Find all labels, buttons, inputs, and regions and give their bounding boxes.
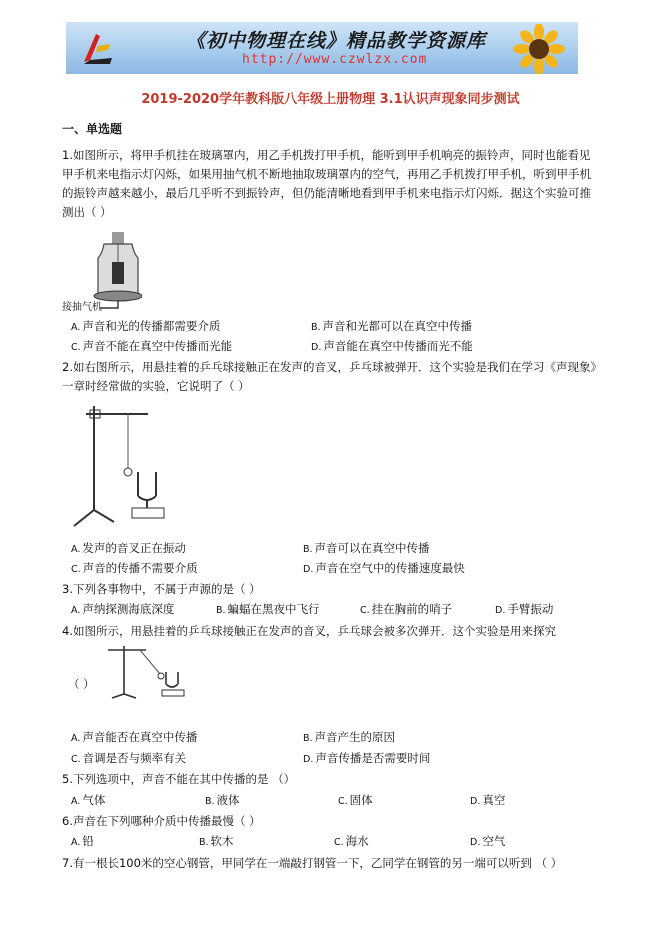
option-b: B. 蝙蝠在黑夜中飞行: [216, 602, 320, 616]
question-line: 7.有一根长100米的空心钢管，甲同学在一端敲打钢管一下，乙同学在钢管的另一端可以听到 （ ）: [62, 856, 563, 870]
question-blank: （ ）: [68, 677, 95, 691]
option-a: A. 气体: [71, 793, 106, 807]
option-a: A. 声音能否在真空中传播: [71, 730, 198, 744]
banner-title: 《初中物理在线》精品教学资源库: [186, 30, 487, 52]
figure-label: 接抽气机: [62, 302, 102, 313]
option-b: B. 声音产生的原因: [303, 730, 396, 744]
option-a: A. 声纳探测海底深度: [71, 602, 175, 616]
question-line: 1.如图所示，将甲手机挂在玻璃罩内，用乙手机拨打甲手机，能听到甲手机响亮的振铃声，同时也能看见: [62, 148, 591, 162]
option-a: A. 声音和光的传播都需要介质: [71, 319, 221, 333]
question-line: 一章时经常做的实验，它说明了（ ）: [62, 379, 250, 393]
tuning-fork-small-figure: [100, 640, 192, 700]
question-line: 3.下列各事物中，不属于声源的是（ ）: [62, 582, 261, 596]
option-c: C. 固体: [338, 793, 373, 807]
question-line: 6.声音在下列哪种介质中传播最慢（ ）: [62, 814, 261, 828]
option-c: C. 海水: [334, 834, 369, 848]
question-1: [62, 146, 602, 222]
question-3: [62, 580, 602, 599]
question-6: [62, 812, 602, 831]
option-b: B. 软木: [199, 834, 234, 848]
banner-url: http://www.czwlzx.com: [242, 52, 428, 67]
header-banner: [66, 22, 578, 74]
option-c: C. 音调是否与频率有关: [71, 751, 187, 765]
tuning-fork-figure: [66, 400, 176, 530]
question-line: 5.下列选项中，声音不能在其中传播的是 （）: [62, 772, 296, 786]
option-c: C. 挂在胸前的哨子: [360, 602, 453, 616]
option-d: D. 手臂振动: [495, 602, 554, 616]
question-line: 2.如右图所示，用悬挂着的乒乓球接触正在发声的音叉，乒乓球被弹开．这个实验是我们在学习《声现象》: [62, 360, 602, 374]
section-heading: 一、单选题: [62, 122, 123, 136]
question-line: 4.如图所示，用悬挂着的乒乓球接触正在发声的音叉，乒乓球会被多次弹开．这个实验是用来探究: [62, 624, 556, 638]
site-logo-icon: [76, 28, 118, 70]
question-line: 的振铃声越来越小，最后几乎听不到振铃声，但仍能清晰地看到甲手机来电指示灯闪烁．据这个实验可推: [62, 186, 591, 200]
option-b: B. 声音可以在真空中传播: [303, 541, 430, 555]
option-d: D. 声音在空气中的传播速度最快: [303, 561, 465, 575]
option-d: D. 空气: [470, 834, 506, 848]
option-d: D. 声音传播是否需要时间: [303, 751, 431, 765]
option-d: D. 声音能在真空中传播而光不能: [311, 339, 473, 353]
option-a: A. 发声的音叉正在振动: [71, 541, 186, 555]
question-7: [62, 854, 602, 873]
document-title: 2019-2020学年教科版八年级上册物理 3.1认识声现象同步测试: [141, 92, 520, 107]
question-4: [62, 622, 602, 641]
option-b: B. 液体: [205, 793, 240, 807]
question-line: 测出（ ）: [62, 205, 112, 219]
option-d: D. 真空: [470, 793, 506, 807]
question-2: [62, 358, 602, 396]
option-c: C. 声音的传播不需要介质: [71, 561, 198, 575]
option-c: C. 声音不能在真空中传播而光能: [71, 339, 233, 353]
question-5: [62, 770, 602, 789]
option-b: B. 声音和光都可以在真空中传播: [311, 319, 473, 333]
sunflower-icon: [508, 24, 570, 74]
question-line: 甲手机来电指示灯闪烁，如果用抽气机不断地抽取玻璃罩内的空气，再用乙手机拨打甲手机，听到甲手机: [62, 167, 591, 181]
option-a: A. 铅: [71, 834, 94, 848]
